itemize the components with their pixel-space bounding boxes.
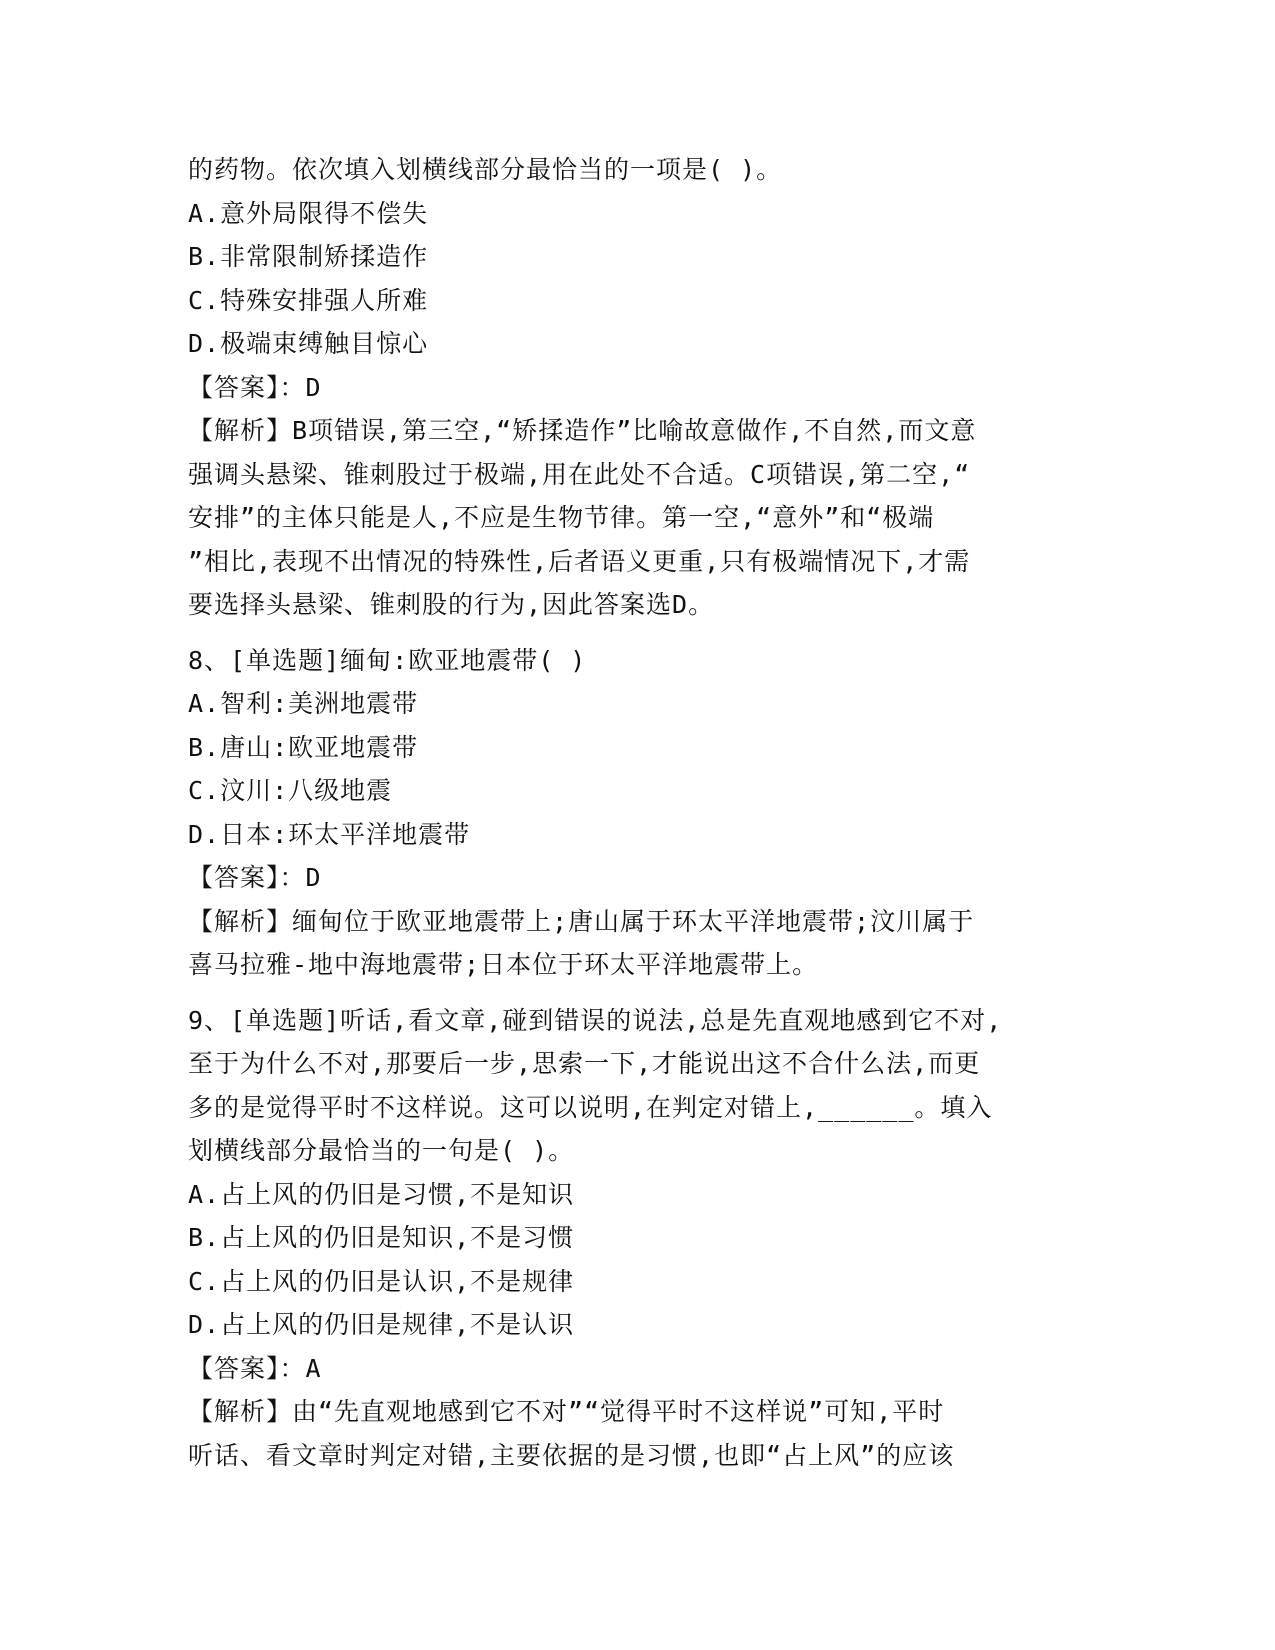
analysis-line: ”相比,表现不出情况的特殊性,后者语义更重,只有极端情况下,才需 — [188, 546, 971, 576]
analysis-line: 【解析】B项错误,第三空,“矫揉造作”比喻故意做作,不自然,而文意 — [188, 416, 977, 445]
option-d: D.极端束缚触目惊心 — [188, 329, 429, 358]
intro-tail-line: 的药物。依次填入划横线部分最恰当的一项是( )。 — [188, 155, 783, 184]
answer-line: 【答案】：A — [188, 1353, 322, 1383]
analysis-line: 要选择头悬梁、锥刺股的行为,因此答案选D。 — [188, 590, 715, 619]
option-c: C.特殊安排强人所难 — [188, 285, 429, 315]
question-7-block — [188, 192, 1098, 627]
option-a: A.占上风的仍旧是习惯,不是知识 — [188, 1179, 575, 1209]
analysis-line: 听话、看文章时判定对错,主要依据的是习惯,也即“占上风”的应该 — [188, 1440, 955, 1470]
option-c: C.占上风的仍旧是认识,不是规律 — [188, 1266, 575, 1296]
analysis-line: 【解析】缅甸位于欧亚地震带上;唐山属于环太平洋地震带;汶川属于 — [188, 906, 975, 936]
option-d: D.日本:环太平洋地震带 — [188, 819, 471, 849]
spacer — [188, 987, 1098, 999]
spacer — [188, 627, 1098, 639]
option-b: B.占上风的仍旧是知识,不是习惯 — [188, 1223, 575, 1252]
option-b: B.唐山:欧亚地震带 — [188, 732, 419, 762]
question-stem: 9、[单选题]听话,看文章,碰到错误的说法,总是先直观地感到它不对, — [188, 1005, 1003, 1035]
document-page — [188, 148, 1098, 1477]
answer-line: 【答案】：D — [188, 372, 322, 402]
question-9-block — [188, 999, 1098, 1478]
analysis-line: 安排”的主体只能是人,不应是生物节律。第一空,“意外”和“极端 — [188, 503, 935, 532]
question-8-block — [188, 639, 1098, 987]
option-d: D.占上风的仍旧是规律,不是认识 — [188, 1310, 575, 1339]
answer-line: 【答案】：D — [188, 863, 322, 892]
analysis-line: 喜马拉雅-地中海地震带;日本位于环太平洋地震带上。 — [188, 950, 819, 979]
option-b: B.非常限制矫揉造作 — [188, 242, 429, 271]
option-a: A.意外局限得不偿失 — [188, 198, 429, 228]
analysis-line: 【解析】由“先直观地感到它不对”“觉得平时不这样说”可知,平时 — [188, 1397, 945, 1426]
option-a: A.智利:美洲地震带 — [188, 689, 419, 718]
question-stem: 划横线部分最恰当的一句是( )。 — [188, 1136, 575, 1165]
analysis-line: 强调头悬梁、锥刺股过于极端,用在此处不合适。C项错误,第二空,“ — [188, 459, 971, 489]
option-c: C.汶川:八级地震 — [188, 776, 393, 805]
question-stem: 至于为什么不对,那要后一步,思索一下,才能说出这不合什么法,而更 — [188, 1049, 981, 1078]
question-stem: 8、[单选题]缅甸:欧亚地震带( ) — [188, 645, 587, 675]
question-stem: 多的是觉得平时不这样说。这可以说明,在判定对错上,______。填入 — [188, 1092, 993, 1122]
